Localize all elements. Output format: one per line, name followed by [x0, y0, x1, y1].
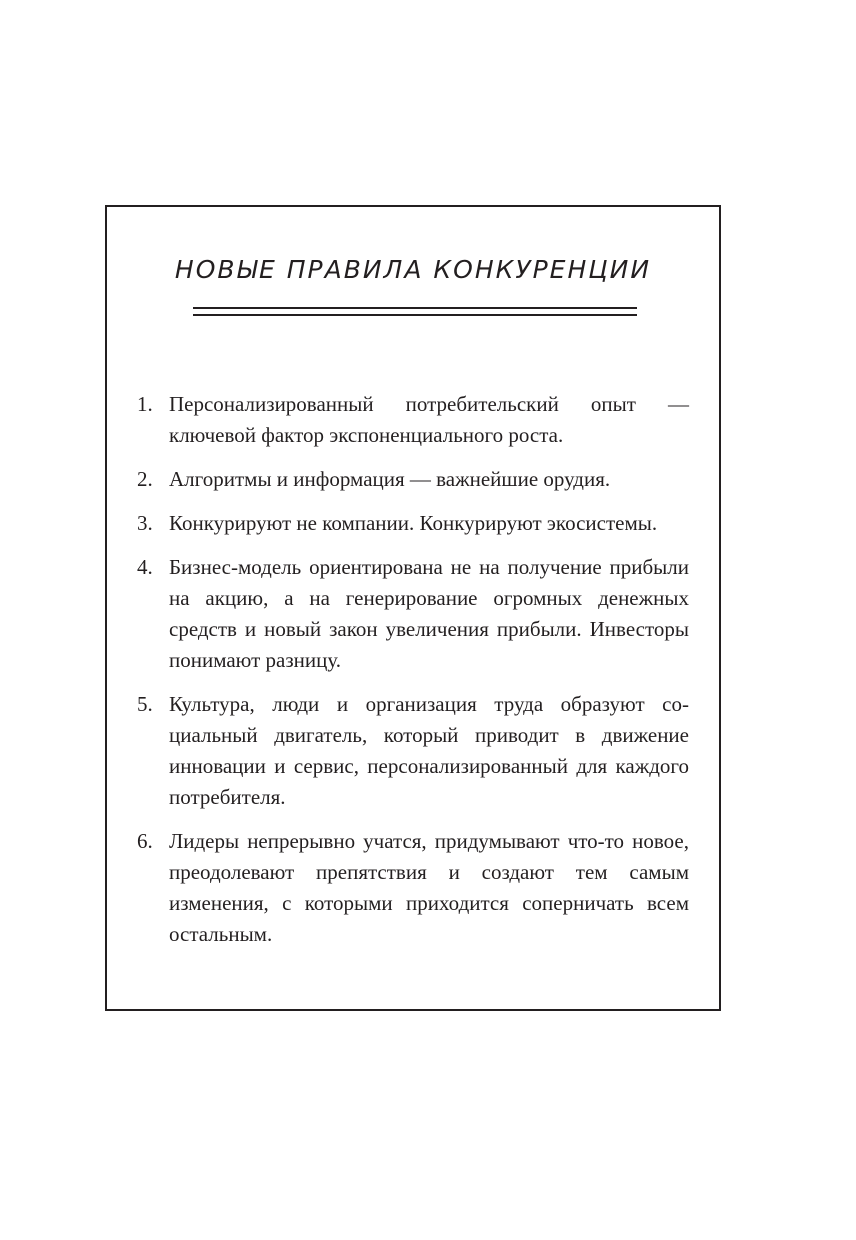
list-item-text: Бизнес-модель ориентирована не на получение прибыли на акцию, а на генерирование огромных денежных средств и новый закон увеличения прибыли. Инвесторы понимают разницу. [169, 555, 689, 672]
rules-box [105, 205, 721, 1011]
list-item [137, 689, 689, 813]
list-item [137, 389, 689, 451]
list-item [137, 508, 689, 539]
list-item [137, 552, 689, 676]
rules-list [137, 389, 689, 963]
list-item-number: 5. [137, 692, 153, 716]
list-item-text: Персонализированный потребительский опыт — ключевой фактор экспоненциального роста. [169, 392, 689, 447]
list-item-text: Культура, люди и организация труда образуют социальный двигатель, который приводит в движение инновации и сервис, персонализированный для каждого потребителя. [169, 692, 689, 809]
list-item-number: 2. [137, 467, 153, 491]
box-title: НОВЫЕ ПРАВИЛА КОНКУРЕНЦИИ [174, 255, 652, 284]
list-item [137, 464, 689, 495]
list-item-text: Алгоритмы и информация — важнейшие орудия. [169, 467, 611, 491]
list-item-text: Лидеры непрерывно учатся, придумывают что-то новое, преодолевают препятствия и создают тем самым изменения, с которыми приходится соперничать всем остальным. [169, 829, 689, 946]
list-item-number: 3. [137, 511, 153, 535]
list-item-number: 4. [137, 555, 153, 579]
title-underline-bottom [193, 314, 637, 316]
title-underline-top [193, 307, 637, 309]
list-item [137, 826, 689, 950]
list-item-text: Конкурируют не компании. Конкурируют экосистемы. [169, 511, 658, 535]
list-item-number: 1. [137, 392, 153, 416]
list-item-number: 6. [137, 829, 153, 853]
